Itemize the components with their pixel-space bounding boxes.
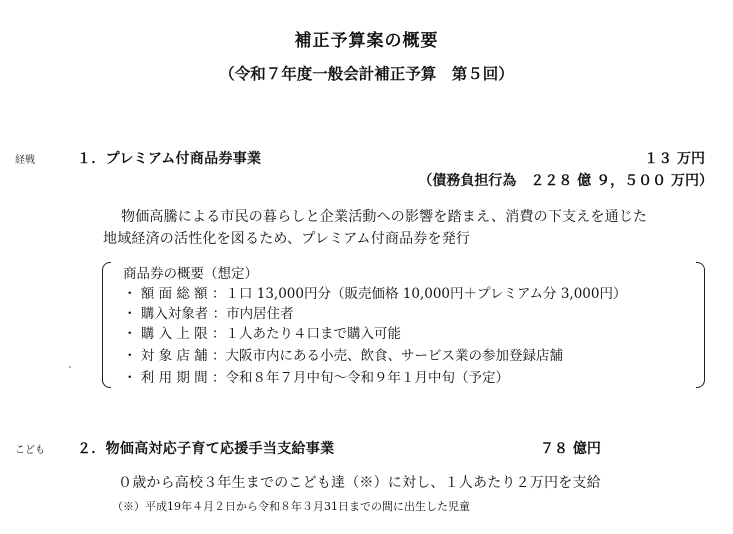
section2-tag: こども xyxy=(15,445,45,456)
voucher-overview-title: 商品券の概要（想定） xyxy=(123,266,258,282)
section1-heading: １．プレミアム付商品券事業 xyxy=(77,151,262,167)
section2-footnote: （※）平成19年４月２日から令和８年３月31日までの間に出生した児童 xyxy=(112,500,470,513)
section1-tag: 経戦 xyxy=(15,155,35,166)
document-title: 補正予算案の概要 xyxy=(294,31,439,51)
section1-debt-limit: （債務負担行為 ２２８ 億 ９，５００ 万円） xyxy=(418,173,713,189)
section2-heading: ２．物価高対応子育て応援手当支給事業 xyxy=(77,441,335,457)
voucher-detail-stores: ・ 対 象 店 舗 ：大阪市内にある小売、飲食、サービス業の参加登録店舗 xyxy=(123,348,563,364)
section1-description-line1: 物価高騰による市民の暮らしと企業活動への影響を踏まえ、消費の下支えを通じた xyxy=(121,209,648,225)
section1-amount: １３ 万円 xyxy=(644,151,705,167)
voucher-detail-face-value: ・ 額 面 総 額 ：１口 13,000円分（販売価格 10,000円＋プレミアム分 3,000円） xyxy=(123,286,627,302)
section1-description-line2: 地域経済の活性化を図るため、プレミアム付商品券を発行 xyxy=(103,231,471,247)
document-subtitle: （令和７年度一般会計補正予算 第５回） xyxy=(219,65,514,83)
voucher-detail-eligibility: ・ 購入対象者 ：市内居住者 xyxy=(123,306,294,322)
section2-description: ０歳から高校３年生までのこども達（※）に対し、１人あたり２万円を支給 xyxy=(118,475,601,491)
section2-amount: ７８ 億円 xyxy=(540,441,601,457)
voucher-detail-period: ・ 利 用 期 間 ：令和８年７月中旬～令和９年１月中旬（予定） xyxy=(123,370,509,386)
stray-dot xyxy=(69,366,71,368)
box-left-bracket xyxy=(102,262,111,388)
box-right-bracket xyxy=(696,262,705,388)
voucher-detail-purchase-limit: ・ 購 入 上 限 ：１人あたり４口まで購入可能 xyxy=(123,326,401,342)
